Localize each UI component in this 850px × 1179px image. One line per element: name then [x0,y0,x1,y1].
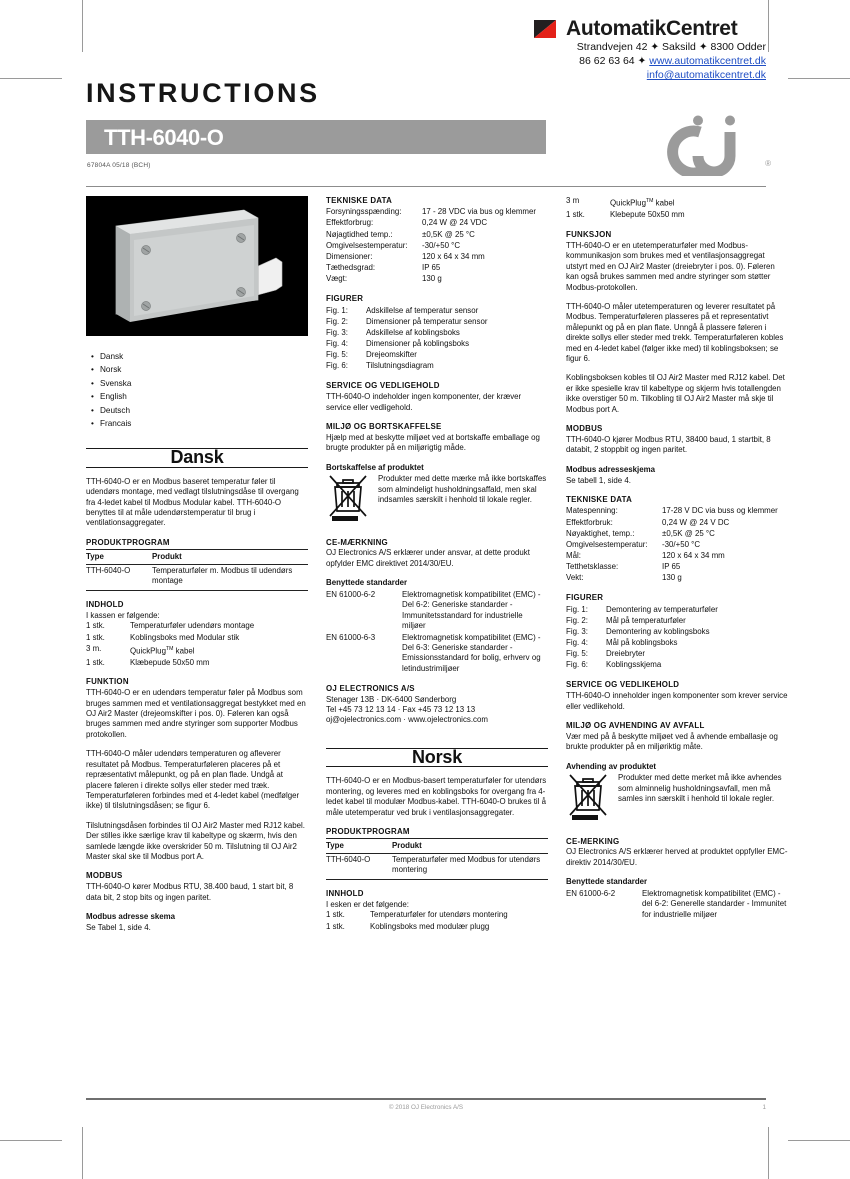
oj-electronics-logo [664,114,771,176]
spec-key: Omgivelsestemperatur: [326,240,408,250]
dansk-figurer-title: FIGURER [326,294,364,304]
item-qty: 3 m. [86,643,102,653]
norsk-miljoe-text: Vær med på å beskytte miljøet ved å avhende emballasje og brukte produkter på en miljøriktig måte. [566,731,778,752]
figure-row [566,627,788,638]
column-middle [326,196,548,932]
figure-row [326,328,548,339]
spec-value: -30/+50 °C [662,539,701,549]
norsk-innhold-title: INNHOLD [326,888,364,898]
column-header-type: Type [86,550,152,564]
figure-value: Demontering av temperaturføler [606,604,718,614]
spec-key: Nøyaktighet, temp.: [566,528,635,538]
figure-value: Dreiebryter [606,649,646,659]
spec-row [566,517,788,528]
figure-key: Fig. 1: [566,604,588,614]
instructions-label: INSTRUCTIONS [86,78,320,108]
spec-value: 120 x 64 x 34 mm [422,252,485,262]
dansk-produktprogram-title: PRODUKTPROGRAM [86,537,170,547]
spec-key: Effektforbruk: [566,517,613,527]
dansk-bortskaffelse-text: Produkter med dette mærke må ikke bortskaffes som almindeligt husholdningsaffald, men skal indsamles særskilt i henhold til lokale regler. [378,474,547,504]
standard-text: Elektromagnetisk kompatibilitet (EMC) - Del 6-3: Generiske standarder - Emissionsstandard for bolig, erhverv og letindustrimiljøer [402,632,541,673]
dansk-modbus-title: MODBUS [86,871,123,881]
item-text: Klæbepude 50x50 mm [130,657,210,667]
column-header-produkt: Produkt [392,839,548,853]
list-item [86,632,308,643]
norsk-modbus-text: TTH-6040-O kjører Modbus RTU, 38400 baud, 1 startbit, 8 databit, 2 stoppbit og ingen paritet. [566,434,771,455]
item-text: Temperaturføler udendørs montage [130,621,255,631]
norsk-ce-title: CE-MERKING [566,836,620,846]
spec-value: ±0,5K @ 25 °C [422,229,475,239]
language-item-francais[interactable]: • Francais [100,417,308,430]
dansk-funktion-title: FUNKTION [86,677,129,687]
table-row [326,853,548,879]
crop-mark-top-right-h [788,78,850,79]
item-text: Temperaturføler for utendørs montering [370,910,508,920]
automatikcentret-logo [534,18,766,40]
brand-address: Strandvejen 42 ✦ Saksild ✦ 8300 Odder [576,41,766,53]
norsk-service-text: TTH-6040-O inneholder ingen komponenter som krever service eller vedlikehold. [566,691,788,711]
brand-phone: 86 62 63 64 ✦ [579,55,650,67]
dansk-miljoe-text: Hjælp med at beskytte miljøet ved at bortskaffe emballage og brugte produkter på en miljørigtig måde. [326,432,540,453]
language-item-svenska[interactable]: • Svenska [100,377,308,390]
spec-row [326,263,548,274]
table-row [86,564,308,590]
column-header-produkt: Produkt [152,550,308,564]
spec-key: Matespenning: [566,506,618,516]
spec-key: Vekt: [566,573,584,583]
crop-mark-bottom-left-h [0,1140,62,1141]
dansk-ce-title: CE-MÆRKNING [326,537,388,547]
spec-value: 17-28 V DC via buss og klemmer [662,506,778,516]
language-item-deutsch[interactable]: • Deutsch [100,404,308,417]
figure-key: Fig. 5: [326,350,348,360]
norsk-figurer-list [566,604,788,671]
column-header-type: Type [326,839,392,853]
figure-row [326,361,548,372]
figure-value: Dimensioner på koblingsboks [366,339,470,349]
item-qty: 1 stk. [326,910,345,920]
spec-row [566,562,788,573]
brand-email-link[interactable]: info@automatikcentret.dk [646,69,766,81]
dansk-standarder-title: Benyttede standarder [326,578,408,588]
dansk-tekniske-data-list [326,207,548,285]
norsk-avhending-title: Avhending av produktet [566,761,657,771]
dansk-funktion-p2: TTH-6040-O måler udendørs temperaturen og afleverer resultatet på Modbus. Temperaturføleren placeres på et repræsentativt målepunkt, og på en plan flade. Undgå at placere føleren i direkte sollys eller steder med træk. Temperaturføleren forbindes med et 4-ledet kabel (medfølger ikke) til tilslutningsdåsen; se figur 6. [86,749,300,811]
norsk-tekniske-data-title: TEKNISKE DATA [566,495,633,505]
figure-row [326,339,548,350]
language-list [90,350,308,430]
column-left [86,196,308,933]
crop-mark-top-left-h [0,78,62,79]
standard-code: EN 61000-6-2 [326,589,376,599]
crop-mark-bottom-right-v [768,1127,769,1179]
spec-value: 130 g [422,274,442,284]
dansk-ce-text: OJ Electronics A/S erklærer under ansvar, at dette produkt opfylder EMC direktivet 2014/30/EU. [326,548,530,568]
list-item [86,657,308,668]
norsk-produktprogram-title: PRODUKTPROGRAM [326,826,410,836]
norsk-standarder-list [566,888,788,920]
figure-key: Fig. 6: [566,660,588,670]
standard-row [566,888,788,920]
crossed-out-wheelie-bin-icon [566,773,612,824]
spec-value: IP 65 [422,263,441,273]
column-right [566,196,788,921]
norsk-innhold-list-cont [566,196,788,221]
figure-value: Dimensioner på temperatur sensor [366,316,488,326]
registered-trademark-icon: ® [765,159,771,168]
page-title: TTH-6040-O [104,125,224,150]
flag-icon [534,18,560,40]
figure-value: Demontering av koblingsboks [606,626,710,636]
norsk-ce-text: OJ Electronics A/S erklærer herved at produktet oppfyller EMC-direktiv 2014/30/EU. [566,847,788,867]
spec-key: Omgivelsestemperatur: [566,539,648,549]
spec-value: 0,24 W @ 24 VDC [422,218,488,228]
list-item [566,196,788,210]
figure-row [566,660,788,671]
cell-produkt: Temperaturføler m. Modbus til udendørs montage [152,564,308,590]
norsk-adresse-text: Se tabell 1, side 4. [566,475,631,485]
item-text: Koblingsboks med modulær plugg [370,921,490,931]
norsk-adresse-title: Modbus adresseskjema [566,464,656,474]
footer-divider [86,1098,766,1100]
figure-row [566,615,788,626]
dansk-funktion-p1: TTH-6040-O er en udendørs temperatur føler på Modbus som bruges sammen med et ventilationsaggregat bestykket med en OJ Air2 Master (drejeomskifter i pos. 0). Føleren kan også bruges sammen med andre styringer som supporter Modbus protokollen. [86,688,306,739]
dansk-adresse-text: Se Tabel 1, side 4. [86,922,151,932]
norsk-service-title: SERVICE OG VEDLIKEHOLD [566,680,680,690]
spec-key: Nøjagtidhed temp.: [326,229,393,239]
dansk-bortskaffelse-title: Bortskaffelse af produktet [326,462,424,472]
crop-mark-bottom-right-h [788,1140,850,1141]
dansk-service-title: SERVICE OG VEDLIGEHOLD [326,381,440,391]
spec-row [326,229,548,240]
brand-phone-web [466,54,766,68]
figure-value: Koblingsskjema [606,660,662,670]
document-code: 67804A 05/18 (BCH) [87,162,151,169]
list-item [86,621,308,632]
spec-value: ±0,5K @ 25 °C [662,528,715,538]
figure-value: Adskillelse af temperatur sensor [366,305,479,315]
standard-code: EN 61000-6-3 [326,632,376,642]
language-item-dansk[interactable]: • Dansk [100,350,308,363]
norsk-intro: TTH-6040-O er en Modbus-basert temperaturføler for utendørs montering, og leveres med en koblingsboks for overgang fra 4-ledet kabel til modulær Modbus-kabel. TTH-6040-O brukes til å måle utetemperatur ved bruk i ventilasjonsaggregater. [326,776,547,817]
figure-value: Tilslutningsdiagram [366,361,434,371]
norsk-avhending-text: Produkter med dette merket må ikke avhendes som alminnelig husholdningsavfall, men må samles inn særskilt i henhold til lokale regler. [618,773,782,803]
norsk-innhold-lead: I esken er det følgende: [326,899,409,909]
language-item-english[interactable]: • English [100,390,308,403]
dansk-standarder-list [326,589,548,675]
spec-value: 17 - 28 VDC via bus og klemmer [422,207,537,217]
figure-row [326,305,548,316]
company-phone: Tel +45 73 12 13 14 · Fax +45 73 12 13 13 [326,705,476,715]
dansk-figurer-list [326,305,548,372]
spec-value: 130 g [662,573,682,583]
item-text: QuickPlug™ kabel [130,645,195,656]
dansk-weee-block [326,474,548,525]
document-header [86,17,771,178]
figure-row [566,638,788,649]
dansk-produktprogram-table [86,549,308,590]
item-text: Klebepute 50x50 mm [610,210,685,220]
spec-row [566,540,788,551]
header-divider [86,186,766,187]
figure-key: Fig. 6: [326,361,348,371]
figure-key: Fig. 2: [566,615,588,625]
dansk-modbus-text: TTH-6040-O kører Modbus RTU, 38.400 baud, 1 start bit, 8 data bit, 2 stop bits og ingen paritet. [86,882,294,902]
figure-row [566,604,788,615]
spec-key: Effektforbrug: [326,218,374,228]
spec-row [326,274,548,285]
spec-value: IP 65 [662,562,681,572]
item-qty: 1 stk. [566,210,585,220]
dansk-service-text: TTH-6040-O indeholder ingen komponenter, der kræver service eller vedligehold. [326,392,522,412]
spec-row [566,528,788,539]
figure-key: Fig. 4: [326,339,348,349]
spec-row [566,573,788,584]
norsk-tekniske-data-list [566,506,788,584]
cell-type: TTH-6040-O [86,564,152,590]
spec-row [566,551,788,562]
dansk-adresse-title: Modbus adresse skema [86,912,176,922]
cell-produkt: Temperaturføler med Modbus for utendørs montering [392,853,548,879]
dansk-indhold-title: INDHOLD [86,599,124,609]
crop-mark-top-right-v [768,0,769,52]
figure-key: Fig. 2: [326,316,348,326]
standard-text: Elektromagnetisk kompatibilitet (EMC) - Del 6-2: Generiske standarder - Immunitetsstandard for industrielle miljøer [402,589,541,630]
item-qty: 1 stk. [86,657,105,667]
standard-text: Elektromagnetisk kompatibilitet (EMC) - del 6-2: Generelle standarder - Immunitet for industrielle miljøer [642,888,787,919]
brand-name: AutomatikCentret [566,17,738,40]
item-qty: 1 stk. [86,632,105,642]
spec-row [326,252,548,263]
dansk-miljoe-title: MILJØ OG BORTSKAFFELSE [326,421,442,431]
figure-value: Mål på temperaturføler [606,615,686,625]
company-web: oj@ojelectronics.com · www.ojelectronics.com [326,715,488,725]
product-title-bar [86,120,546,154]
spec-row [326,207,548,218]
section-heading-norsk: Norsk [326,748,548,767]
spec-key: Forsyningsspænding: [326,207,402,217]
spec-key: Dimensioner: [326,252,373,262]
norsk-funksjon-title: FUNKSJON [566,230,612,239]
norsk-modbus-title: MODBUS [566,424,603,433]
page-number: 1 [762,1104,766,1111]
norsk-funksjon-p2: TTH-6040-O måler utetemperaturen og leverer resultatet på Modbus. Temperaturføleren plasseres på et representativt målepunkt og på en plan flate. Unngå å plassere føleren i direkte sollys eller steder med trekk. Temperaturføleren kobles med en 4-ledet kabel (følger ikke med) til koblingsboksen; se figur 6. [566,301,784,363]
company-title: OJ ELECTRONICS A/S [326,683,415,693]
norsk-innhold-list [326,910,548,932]
dansk-funktion-p3: Tilslutningsdåsen forbindes til OJ Air2 Master med RJ12 kabel. Der stilles ikke særlige krav til kabeltype og skærm, hvis den samlede længde ikke overskrider 50 m. Tilslutning til OJ Air2 Master skal ske til Modbus port A. [86,820,305,861]
figure-row [326,316,548,327]
figure-value: Mål på koblingsboks [606,638,678,648]
item-text: QuickPlug™ kabel [610,198,675,209]
crossed-out-wheelie-bin-icon [326,474,372,525]
spec-value: -30/+50 °C [422,240,461,250]
spec-row [326,240,548,251]
list-item [326,910,548,921]
list-item [566,210,788,221]
language-item-norsk[interactable]: • Norsk [100,363,308,376]
item-qty: 1 stk. [86,621,105,631]
figure-row [566,649,788,660]
norsk-figurer-title: FIGURER [566,593,604,603]
spec-key: Mål: [566,551,581,561]
table-header-row [86,550,308,564]
crop-mark-top-left-v [82,0,83,52]
norsk-funksjon-p1: TTH-6040-O er en utetemperaturføler med Modbus-kommunikasjon som brukes med et ventilasjonsaggregat utstyrt med en OJ Air2 Master (dreiebryter i pos. 0). Føleren kan også brukes sammen med andre styringer som støtter Modbus-protokollen. [566,240,775,292]
figure-key: Fig. 3: [566,626,588,636]
norsk-standarder-title: Benyttede standarder [566,877,648,887]
figure-key: Fig. 4: [566,638,588,648]
dansk-indhold-lead: I kassen er følgende: [86,610,160,620]
crop-mark-bottom-left-v [82,1127,83,1179]
figure-value: Adskillelse af koblingsboks [366,327,460,337]
spec-value: 0,24 W @ 24 V DC [662,517,730,527]
table-header-row [326,839,548,853]
spec-row [566,506,788,517]
standard-row [326,632,548,675]
norsk-weee-block [566,773,788,824]
standard-code: EN 61000-6-2 [566,888,616,898]
cell-type: TTH-6040-O [326,853,392,879]
spec-key: Tæthedsgrad: [326,263,376,273]
norsk-produktprogram-table [326,838,548,879]
brand-website-link[interactable]: www.automatikcentret.dk [649,55,766,67]
figure-key: Fig. 5: [566,649,588,659]
norsk-funksjon-p3: Koblingsboksen kobles til OJ Air2 Master med RJ12 kabel. Det er ikke spesielle krav til kabeltype og skjerm hvis totallengden ikke overstiger 50 m. Tilkobling til OJ Air2 Master må skje til Modbus port A. [566,373,785,414]
section-heading-dansk: Dansk [86,448,308,467]
spec-value: 120 x 64 x 34 mm [662,551,725,561]
norsk-miljoe-title: MILJØ OG AVHENDING AV AVFALL [566,721,705,730]
dansk-indhold-list [86,621,308,668]
item-text: Koblingsboks med Modular stik [130,632,240,642]
dansk-intro: TTH-6040-O er en Modbus baseret temperatur føler til udendørs montage, med vedlagt tilslutningsdåse til overgang fra 4-ledet kabel til Modbus Modular kabel. TTH-6040-O benyttes til at måle udendørstemperatur til brug i ventilationsaggregater. [86,476,299,528]
item-qty: 3 m [566,196,580,206]
figure-key: Fig. 3: [326,327,348,337]
list-item [326,921,548,932]
spec-row [326,218,548,229]
spec-key: Vægt: [326,274,348,284]
dansk-tekniske-data-title: TEKNISKE DATA [326,196,393,205]
item-qty: 1 stk. [326,921,345,931]
figure-key: Fig. 1: [326,305,348,315]
copyright-notice: © 2018 OJ Electronics A/S [388,1104,464,1111]
list-item [86,643,308,657]
figure-value: Drejeomskifter [366,350,417,360]
spec-key: Tetthetsklasse: [566,562,619,572]
product-photo [86,196,308,336]
standard-row [326,589,548,632]
figure-row [326,350,548,361]
company-address: Stenager 13B · DK-6400 Sønderborg [326,694,457,704]
reseller-brand-block [466,18,766,82]
